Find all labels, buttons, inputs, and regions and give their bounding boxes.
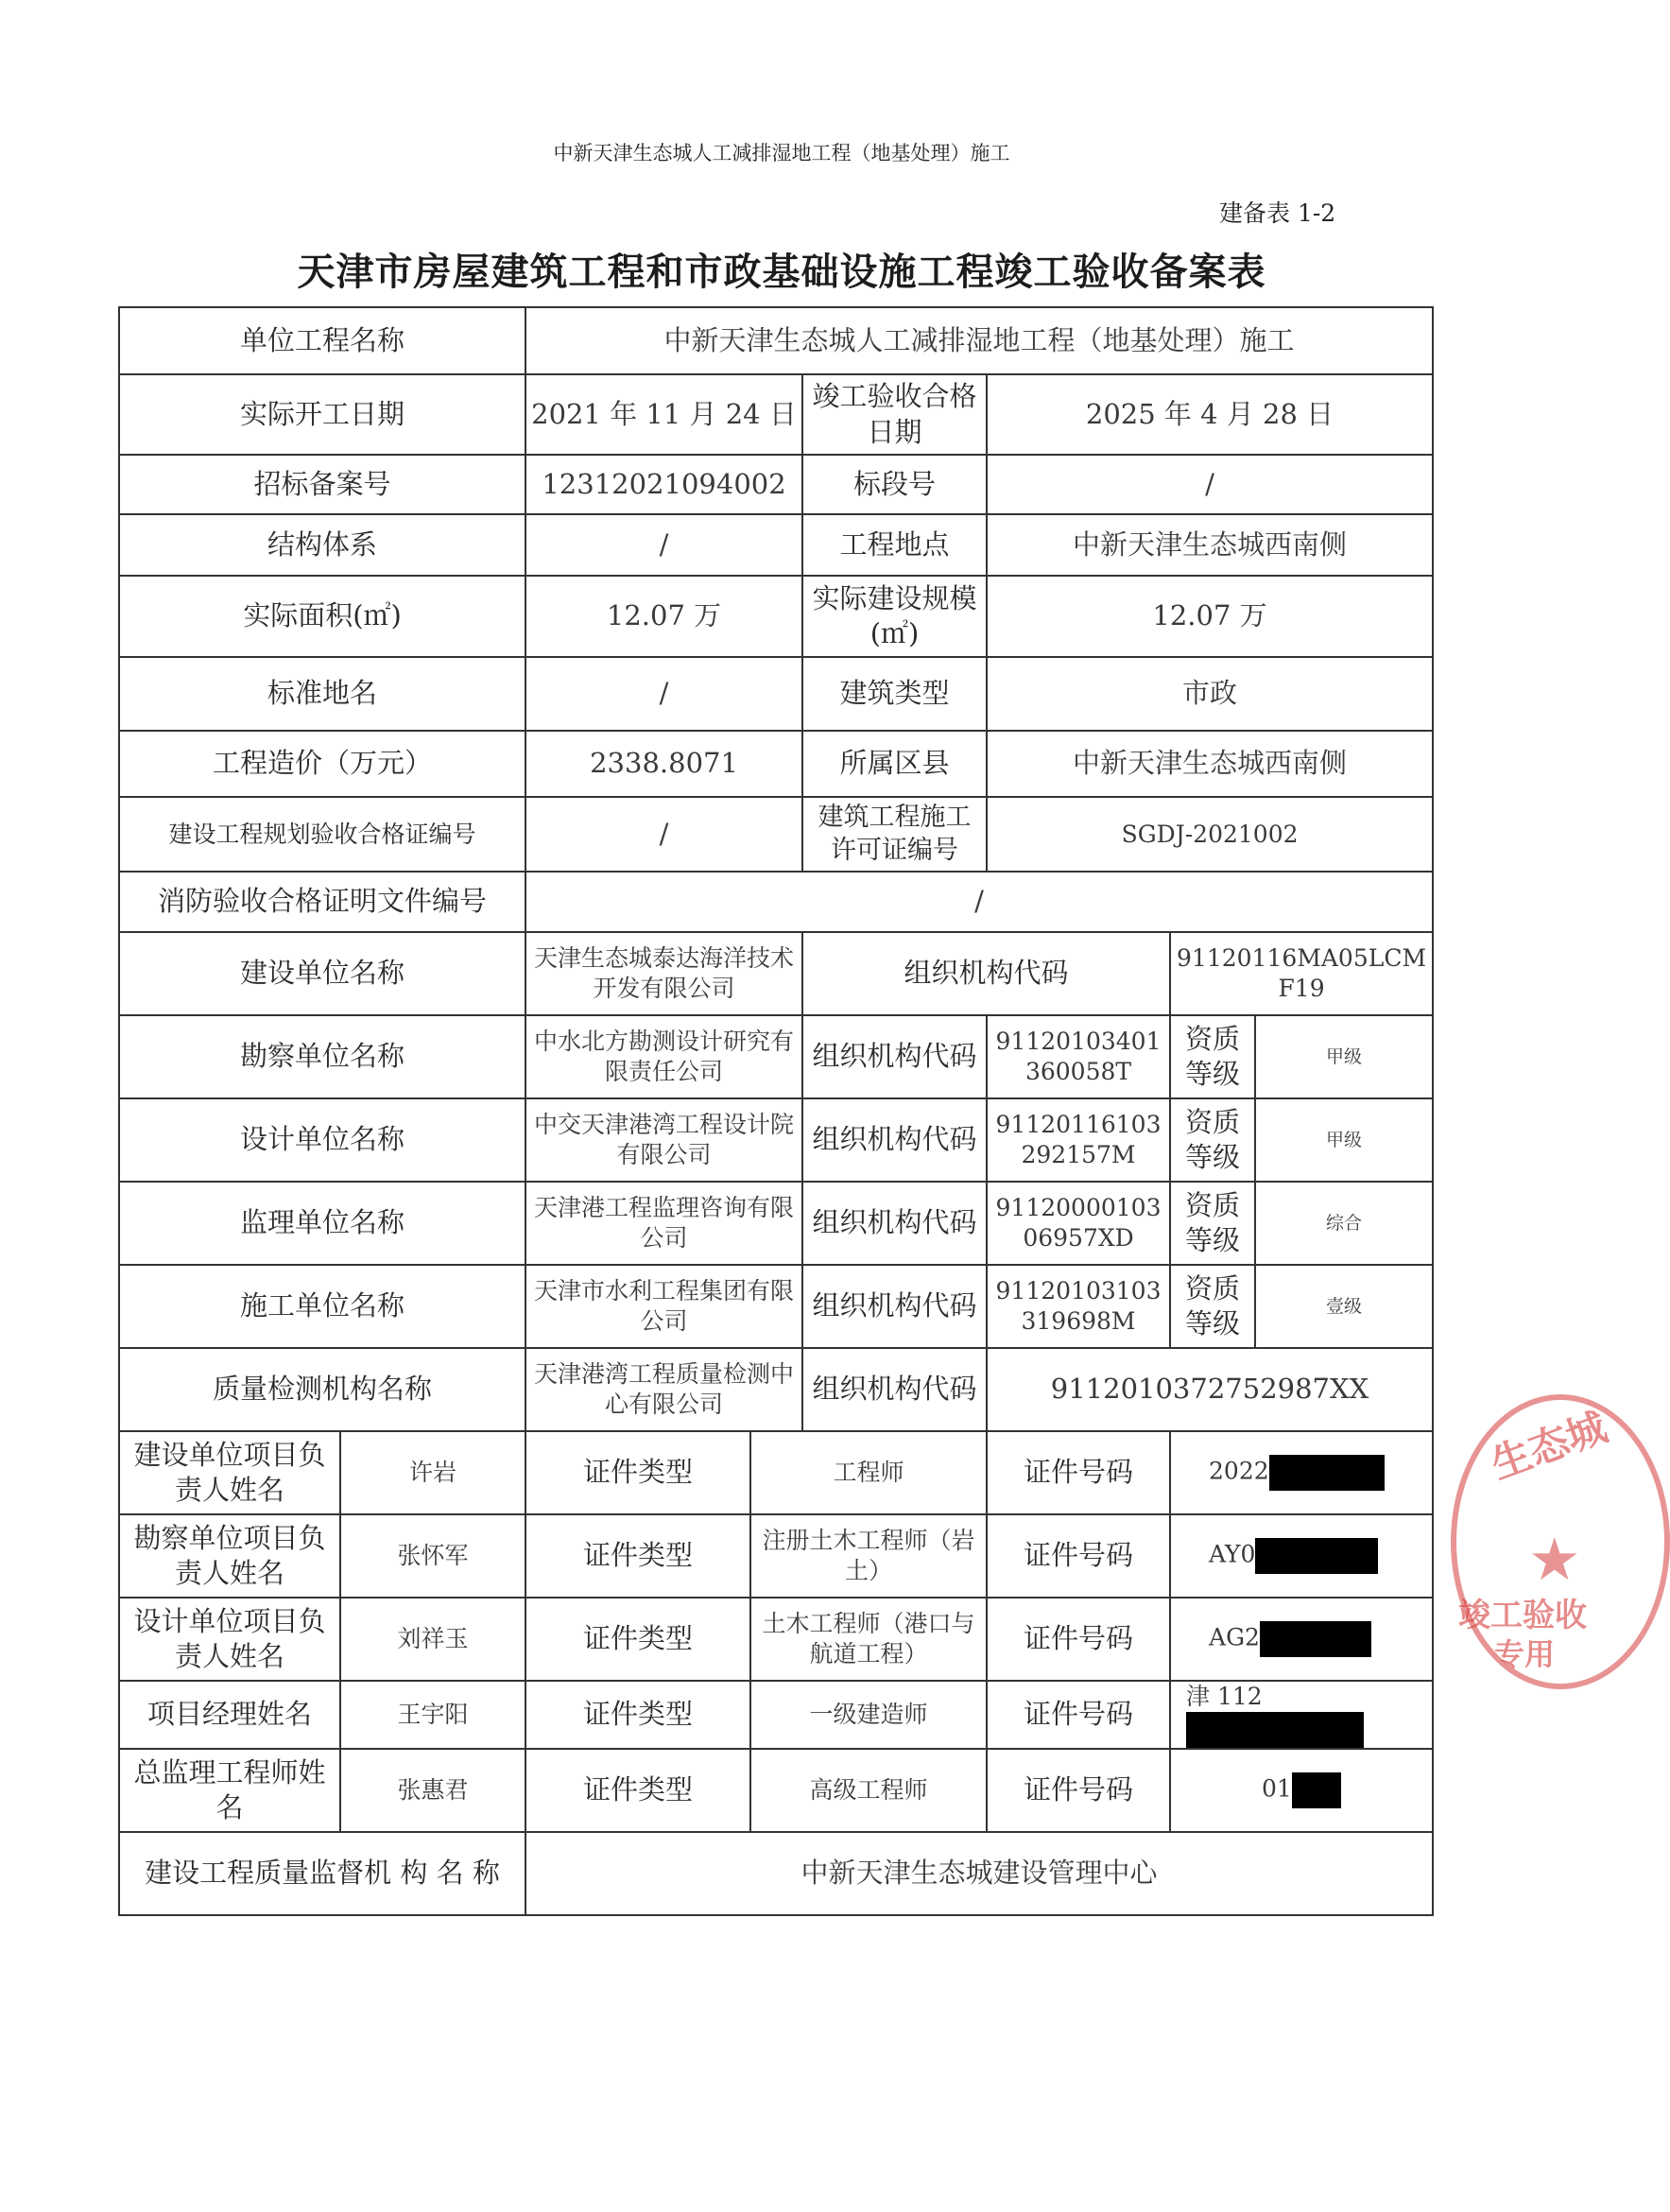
construct-label: 施工单位名称 <box>119 1265 525 1348</box>
chief-type: 高级工程师 <box>750 1749 987 1832</box>
design-pm-no <box>1170 1598 1433 1681</box>
table-row <box>119 657 1433 731</box>
survey-label: 勘察单位名称 <box>119 1015 525 1098</box>
manager-no-visible: 津 112 <box>1186 1683 1263 1710</box>
table-row <box>119 731 1433 797</box>
design-pm-name: 刘祥玉 <box>340 1598 525 1681</box>
chief-label: 总监理工程师姓名 <box>119 1749 340 1832</box>
construct-value: 天津市水利工程集团有限公司 <box>525 1265 802 1348</box>
acceptance-date-label: 竣工验收合格日期 <box>802 374 987 455</box>
builder-code-label: 组织机构代码 <box>802 932 1170 1015</box>
form-code: 建备表 1-2 <box>1219 199 1336 227</box>
scale-label: 实际建设规模(㎡) <box>802 576 987 657</box>
table-row <box>119 1265 1433 1348</box>
cost-label: 工程造价（万元） <box>119 731 525 797</box>
survey-pm-type-label: 证件类型 <box>525 1514 750 1598</box>
unit-name-label: 单位工程名称 <box>119 307 525 374</box>
builder-label: 建设单位名称 <box>119 932 525 1015</box>
builder-pm-type-label: 证件类型 <box>525 1431 750 1514</box>
supervise-label: 监理单位名称 <box>119 1182 525 1265</box>
district-label: 所属区县 <box>802 731 987 797</box>
builder-pm-no-visible: 2022 <box>1209 1457 1269 1485</box>
table-row <box>119 1348 1433 1431</box>
project-header-line: 中新天津生态城人工减排湿地工程（地基处理）施工 <box>553 142 1010 164</box>
redaction-box <box>1269 1455 1385 1491</box>
table-row <box>119 1431 1433 1514</box>
star-icon: ★ <box>1528 1525 1581 1594</box>
official-seal-stamp <box>1451 1394 1668 1697</box>
table-row <box>119 1514 1433 1598</box>
builder-pm-name: 许岩 <box>340 1431 525 1514</box>
design-pm-no-visible: AG2 <box>1209 1623 1260 1651</box>
building-type-value: 市政 <box>987 657 1433 731</box>
location-label: 工程地点 <box>802 514 987 576</box>
start-date-value: 2021 年 11 月 24 日 <box>525 374 802 455</box>
design-qual-value: 甲级 <box>1255 1098 1433 1182</box>
design-code-label: 组织机构代码 <box>802 1098 987 1182</box>
design-qual-label: 资质等级 <box>1170 1098 1255 1182</box>
table-row <box>119 1098 1433 1182</box>
permit-label: 建筑工程施工许可证编号 <box>802 797 987 872</box>
supervise-code-value: 9112000010306957XD <box>987 1182 1170 1265</box>
table-row <box>119 1015 1433 1098</box>
design-value: 中交天津港湾工程设计院有限公司 <box>525 1098 802 1182</box>
redaction-box <box>1292 1772 1341 1808</box>
tender-no-label: 招标备案号 <box>119 455 525 514</box>
seal-text-top: 生态城 <box>1485 1403 1613 1488</box>
testing-value: 天津港湾工程质量检测中心有限公司 <box>525 1348 802 1431</box>
page-title: 天津市房屋建筑工程和市政基础设施工程竣工验收备案表 <box>297 250 1266 294</box>
design-pm-type: 土木工程师（港口与航道工程） <box>750 1598 987 1681</box>
chief-name: 张惠君 <box>340 1749 525 1832</box>
construct-qual-label: 资质等级 <box>1170 1265 1255 1348</box>
chief-no-visible: 01 <box>1262 1774 1292 1803</box>
survey-code-label: 组织机构代码 <box>802 1015 987 1098</box>
redaction-box <box>1260 1621 1371 1657</box>
table-row <box>119 932 1433 1015</box>
std-name-label: 标准地名 <box>119 657 525 731</box>
survey-pm-no <box>1170 1514 1433 1598</box>
acceptance-date-value: 2025 年 4 月 28 日 <box>987 374 1433 455</box>
design-pm-no-label: 证件号码 <box>987 1598 1170 1681</box>
start-date-label: 实际开工日期 <box>119 374 525 455</box>
section-no-label: 标段号 <box>802 455 987 514</box>
manager-type-label: 证件类型 <box>525 1681 750 1749</box>
supervise-qual-value: 综合 <box>1255 1182 1433 1265</box>
district-value: 中新天津生态城西南侧 <box>987 731 1433 797</box>
builder-code-value: 91120116MA05LCMF19 <box>1170 932 1433 1015</box>
table-row <box>119 455 1433 514</box>
survey-pm-label: 勘察单位项目负责人姓名 <box>119 1514 340 1598</box>
seal-text-bottom: 专用 <box>1494 1636 1556 1672</box>
manager-no-label: 证件号码 <box>987 1681 1170 1749</box>
table-row <box>119 797 1433 872</box>
agency-label: 建设工程质量监督机 构 名 称 <box>119 1832 525 1915</box>
agency-value: 中新天津生态城建设管理中心 <box>525 1832 1433 1915</box>
builder-pm-no <box>1170 1431 1433 1514</box>
tender-no-value: 12312021094002 <box>525 455 802 514</box>
survey-pm-type: 注册土木工程师（岩土） <box>750 1514 987 1598</box>
fire-cert-label: 消防验收合格证明文件编号 <box>119 872 525 932</box>
chief-type-label: 证件类型 <box>525 1749 750 1832</box>
builder-pm-label: 建设单位项目负责人姓名 <box>119 1431 340 1514</box>
planning-cert-label: 建设工程规划验收合格证编号 <box>119 797 525 872</box>
supervise-code-label: 组织机构代码 <box>802 1182 987 1265</box>
design-label: 设计单位名称 <box>119 1098 525 1182</box>
planning-cert-value: / <box>525 797 802 872</box>
builder-pm-type: 工程师 <box>750 1431 987 1514</box>
std-name-value: / <box>525 657 802 731</box>
table-row <box>119 1598 1433 1681</box>
survey-pm-no-label: 证件号码 <box>987 1514 1170 1598</box>
construct-qual-value: 壹级 <box>1255 1265 1433 1348</box>
unit-name-value: 中新天津生态城人工减排湿地工程（地基处理）施工 <box>525 307 1433 374</box>
table-row <box>119 307 1433 374</box>
table-row <box>119 872 1433 932</box>
area-value: 12.07 万 <box>525 576 802 657</box>
table-row <box>119 374 1433 455</box>
testing-code-value: 9112010372752987XX <box>987 1348 1433 1431</box>
scale-value: 12.07 万 <box>987 576 1433 657</box>
table-row <box>119 1832 1433 1915</box>
manager-no <box>1170 1681 1433 1749</box>
redaction-box <box>1255 1538 1378 1574</box>
design-pm-type-label: 证件类型 <box>525 1598 750 1681</box>
structure-value: / <box>525 514 802 576</box>
seal-text-middle: 竣工验收 <box>1458 1597 1587 1634</box>
survey-pm-name: 张怀军 <box>340 1514 525 1598</box>
redaction-box <box>1186 1712 1364 1748</box>
location-value: 中新天津生态城西南侧 <box>987 514 1433 576</box>
survey-qual-value: 甲级 <box>1255 1015 1433 1098</box>
manager-name: 王宇阳 <box>340 1681 525 1749</box>
chief-no-label: 证件号码 <box>987 1749 1170 1832</box>
structure-label: 结构体系 <box>119 514 525 576</box>
table-row <box>119 1681 1433 1749</box>
survey-code-value: 911201034013600​58T <box>987 1015 1170 1098</box>
cost-value: 2338.8071 <box>525 731 802 797</box>
survey-value: 中水北方勘测设计研究有限责任公司 <box>525 1015 802 1098</box>
builder-pm-no-label: 证件号码 <box>987 1431 1170 1514</box>
testing-label: 质量检测机构名称 <box>119 1348 525 1431</box>
design-code-value: 911201161032921​57M <box>987 1098 1170 1182</box>
building-type-label: 建筑类型 <box>802 657 987 731</box>
survey-qual-label: 资质等级 <box>1170 1015 1255 1098</box>
testing-code-label: 组织机构代码 <box>802 1348 987 1431</box>
supervise-value: 天津港工程监理咨询有限公司 <box>525 1182 802 1265</box>
fire-cert-value: / <box>525 872 1433 932</box>
survey-pm-no-visible: AY0 <box>1209 1540 1256 1568</box>
design-pm-label: 设计单位项目负责人姓名 <box>119 1598 340 1681</box>
table-row <box>119 1182 1433 1265</box>
construct-code-value: 911201031033196​98M <box>987 1265 1170 1348</box>
permit-value: SGDJ-2021002 <box>987 797 1433 872</box>
manager-type: 一级建造师 <box>750 1681 987 1749</box>
supervise-qual-label: 资质等级 <box>1170 1182 1255 1265</box>
table-row <box>119 576 1433 657</box>
table-row <box>119 514 1433 576</box>
chief-no <box>1170 1749 1433 1832</box>
section-no-value: / <box>987 455 1433 514</box>
area-label: 实际面积(㎡) <box>119 576 525 657</box>
manager-label: 项目经理姓名 <box>119 1681 340 1749</box>
construct-code-label: 组织机构代码 <box>802 1265 987 1348</box>
table-row <box>119 1749 1433 1832</box>
filing-form-table <box>118 306 1434 1916</box>
builder-value: 天津生态城泰达海洋技术开发有限公司 <box>525 932 802 1015</box>
